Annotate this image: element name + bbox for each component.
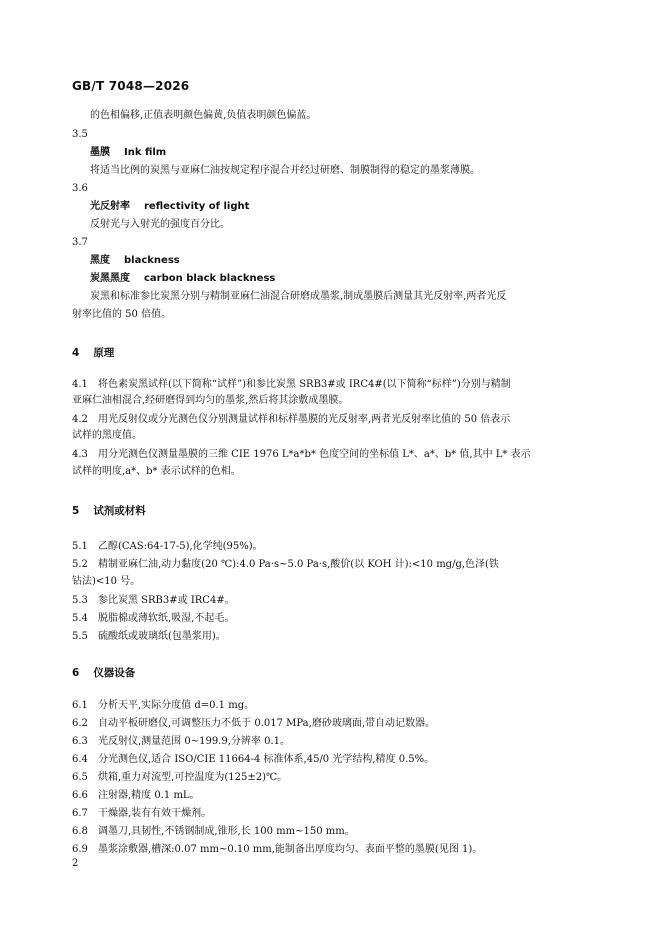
clause-text: 用分光测色仪测量墨膜的三维 CIE 1976 L*a*b* 色度空间的坐标值 L*、a*、b* 值,其中 L* 表示 <box>98 449 531 460</box>
clause-text: 精制亚麻仁油,动力黏度(20 ℃):4.0 Pa·s~5.0 Pa·s,酸价(以 KOH 计):<10 mg/g,色泽(铁 <box>98 559 499 570</box>
clause <box>72 699 254 713</box>
clause-number: 5.3 <box>72 595 88 606</box>
term-number: 3.5 <box>72 129 88 140</box>
clause <box>72 753 434 767</box>
term-definition-cont: 射率比值的 50 倍值。 <box>72 309 172 320</box>
clause-number: 6.3 <box>72 736 88 747</box>
clause <box>72 594 235 608</box>
term-en: reflectivity of light <box>144 201 250 212</box>
term-en: Ink film <box>124 147 167 158</box>
clause-number: 6.4 <box>72 754 88 765</box>
term-number: 3.6 <box>72 183 88 194</box>
section-heading <box>72 346 114 360</box>
clause <box>72 558 499 572</box>
clause-number: 4.2 <box>72 414 88 425</box>
clause <box>72 807 211 821</box>
clause <box>72 735 290 749</box>
clause <box>72 825 355 839</box>
term-number: 3.7 <box>72 237 88 248</box>
term-definition: 反射光与入射光的强度百分比。 <box>90 219 230 230</box>
clause-number: 6.1 <box>72 700 88 711</box>
clause-number: 5.5 <box>72 631 88 642</box>
term-zh: 光反射率 <box>90 201 130 212</box>
clause-number: 6.5 <box>72 772 88 783</box>
section-heading <box>72 504 146 518</box>
section-number: 5 <box>72 505 80 517</box>
clause-number: 4.1 <box>72 379 88 390</box>
clause-text: 光反射仪,测量范围 0~199.9,分辨率 0.1。 <box>98 736 290 747</box>
section-number: 6 <box>72 667 80 679</box>
clause-text-cont: 亚麻仁油相混合,经研磨得到均匀的墨浆,然后将其涂敷成墨膜。 <box>72 395 349 406</box>
clause-number: 6.9 <box>72 844 88 855</box>
section-heading <box>72 666 135 680</box>
page-number: 2 <box>72 858 79 869</box>
term-definition: 将适当比例的炭黑与亚麻仁油按规定程序混合并经过研磨、制膜制得的稳定的墨浆薄膜。 <box>90 165 480 176</box>
clause-number: 6.7 <box>72 808 88 819</box>
clause-text: 乙醇(CAS:64-17-5),化学纯(95%)。 <box>98 541 263 552</box>
clause <box>72 540 263 554</box>
clause <box>72 413 510 427</box>
clause <box>72 771 287 785</box>
clause-number: 6.6 <box>72 790 88 801</box>
clause <box>72 717 435 731</box>
clause <box>72 630 226 644</box>
section-title: 仪器设备 <box>93 667 136 679</box>
term-title <box>90 200 249 214</box>
clause <box>72 789 200 803</box>
clause-text: 自动平板研磨仪,可调整压力不低于 0.017 MPa,磨砂玻璃面,带自动记数器。 <box>98 718 436 729</box>
clause-text: 硫酸纸或玻璃纸(包墨浆用)。 <box>98 631 226 642</box>
section-title: 试剂或材料 <box>93 505 146 517</box>
term-en: blackness <box>124 255 180 266</box>
clause-text-cont: 试样的黑度值。 <box>72 430 142 441</box>
standard-code-header: GB/T 7048—2026 <box>72 79 190 93</box>
clause-number: 6.8 <box>72 826 88 837</box>
clause-number: 5.4 <box>72 613 88 624</box>
clause <box>72 378 511 392</box>
term-title <box>90 272 275 286</box>
section-title: 原理 <box>93 347 115 359</box>
continued-definition-text: 的色相偏移,正值表明颜色偏黄,负值表明颜色偏蓝。 <box>90 110 317 121</box>
clause-text: 干燥器,装有有效干燥剂。 <box>98 808 212 819</box>
term-zh: 炭黑黑度 <box>90 273 130 284</box>
clause-number: 4.3 <box>72 449 88 460</box>
section-number: 4 <box>72 347 80 359</box>
clause-number: 5.2 <box>72 559 88 570</box>
clause-number: 5.1 <box>72 541 88 552</box>
term-title <box>90 254 180 268</box>
clause-text: 将色素炭黑试样(以下简称“试样”)和参比炭黑 SRB3#或 IRC4#(以下简称“标样”)分别与精制 <box>98 379 511 390</box>
term-definition: 炭黑和标准参比炭黑分别与精制亚麻仁油混合研磨成墨浆,制成墨膜后测量其光反射率,两者光反 <box>90 291 507 302</box>
clause-text: 分析天平,实际分度值 d=0.1 mg。 <box>98 700 255 711</box>
clause-text: 用光反射仪或分光测色仪分别测量试样和标样墨膜的光反射率,两者光反射率比值的 50 倍表示 <box>98 414 511 425</box>
clause-text: 注射器,精度 0.1 mL。 <box>98 790 200 801</box>
term-zh: 黑度 <box>90 255 110 266</box>
clause-text-cont: 钴法)<10 号。 <box>72 576 141 587</box>
term-title <box>90 146 166 160</box>
clause-text: 烘箱,重力对流型,可控温度为(125±2)℃。 <box>98 772 288 783</box>
clause-text: 脱脂棉或薄软纸,吸湿,不起毛。 <box>98 613 235 624</box>
clause <box>72 448 531 462</box>
term-zh: 墨膜 <box>90 147 110 158</box>
clause-text: 参比炭黑 SRB3#或 IRC4#。 <box>98 595 235 606</box>
term-en: carbon black blackness <box>144 273 276 284</box>
clause-text: 分光测色仪,适合 ISO/CIE 11664-4 标准体系,45/0 光学结构,精度 0.5%。 <box>98 754 435 765</box>
clause-text-cont: 试样的明度,a*、b* 表示试样的色相。 <box>72 466 241 477</box>
clause <box>72 612 234 626</box>
clause-number: 6.2 <box>72 718 88 729</box>
clause <box>72 843 482 857</box>
clause-text: 墨浆涂敷器,槽深:0.07 mm~0.10 mm,能制备出厚度均匀、表面平整的墨膜(见图 1)。 <box>98 844 483 855</box>
clause-text: 调墨刀,具韧性,不锈钢制成,锥形,长 100 mm~150 mm。 <box>98 826 355 837</box>
